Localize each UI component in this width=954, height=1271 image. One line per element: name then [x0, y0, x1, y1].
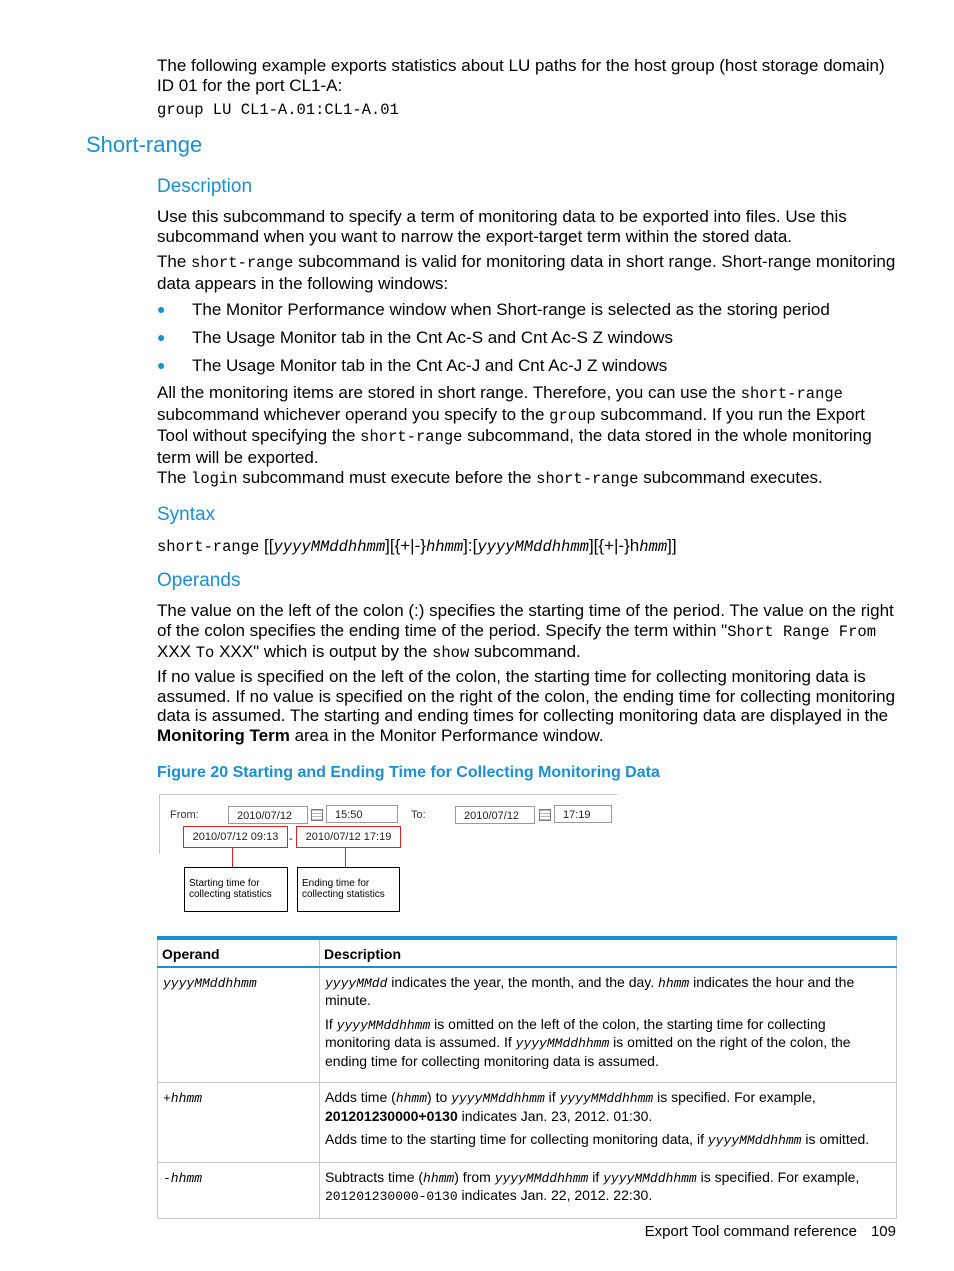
figure-border-top [159, 794, 617, 795]
description-cell: yyyyMMdd indicates the year, the month, and the day. hhmm indicates the hour and the minute. If yyyyMMddhhmm is omitted on the left of the colon, the starting time for collecting monitoring data is assumed. If yyyyMMddhhmm is omitted on the right of the colon, the ending time for collecting monitoring data is assumed. [320, 967, 897, 1083]
start-connector-line [232, 848, 233, 868]
page-footer [645, 1222, 896, 1242]
intro-code-example: group LU CL1-A.01:CL1-A.01 [157, 101, 399, 119]
end-time-callout: Ending time for collecting statistics [297, 867, 400, 912]
timestamp-separator: - [289, 833, 293, 845]
bullet-icon: ● [157, 301, 166, 317]
table-row [158, 1083, 897, 1163]
operands-paragraph-2: If no value is specified on the left of the colon, the starting time for collecting monitoring data is assumed. If no value is specified on the right of the colon, the ending time for collecting monitoring data is assumed. The starting and ending times for collecting monitoring data are displayed in the Monitoring Term area in the Monitor Performance window. [157, 667, 896, 745]
description-cell: Subtracts time (hhmm) from yyyyMMddhhmm if yyyyMMddhhmm is specified. For example, 201201230000-0130 indicates Jan. 22, 2012. 22:30. [320, 1162, 897, 1218]
figure-caption: Figure 20 Starting and Ending Time for Collecting Monitoring Data [157, 764, 660, 781]
description-cell: Adds time (hhmm) to yyyyMMddhhmm if yyyyMMddhhmm is specified. For example, 201201230000+0130 indicates Jan. 23, 2012. 01:30. Adds time to the starting time for collecting monitoring data, if yyyyMMddhhmm is omitted. [320, 1083, 897, 1163]
operand-cell: yyyyMMddhhmm [158, 967, 320, 1083]
calendar-icon [311, 809, 323, 821]
to-time-field: 17:19 [554, 805, 612, 823]
end-timestamp: 2010/07/12 17:19 [296, 826, 401, 848]
table-header-operand: Operand [158, 938, 320, 967]
footer-title: Export Tool command reference [644, 1223, 857, 1240]
table-row [158, 1162, 897, 1218]
description-paragraph-3: All the monitoring items are stored in short range. Therefore, you can use the short-range subcommand whichever operand you specify to the group subcommand. If you run the Export Tool without specifying the short-range subcommand, the data stored in the whole monitoring term will be exported. [157, 383, 872, 467]
operands-heading: Operands [157, 570, 241, 591]
description-heading: Description [157, 176, 253, 197]
start-timestamp: 2010/07/12 09:13 [183, 826, 288, 848]
to-date-field: 2010/07/12 [455, 806, 535, 824]
calendar-icon [539, 809, 551, 821]
description-paragraph-1: Use this subcommand to specify a term of monitoring data to be exported into files. Use this subcommand when you want to narrow the export-target term within the stored data. [157, 207, 847, 246]
end-connector-line [345, 848, 346, 868]
figure-border-left [159, 794, 160, 854]
syntax-line: short-range [[yyyyMMddhhmm][{+|-}hhmm]:[yyyyMMddhhmm][{+|-}hhmm]] [157, 536, 677, 556]
operand-table [157, 936, 897, 1219]
to-label: To: [411, 809, 426, 821]
monitoring-term-figure [159, 794, 619, 914]
page-number: 109 [870, 1223, 896, 1240]
from-date-field: 2010/07/12 [228, 806, 308, 824]
operand-cell: -hhmm [158, 1162, 320, 1218]
section-title: Short-range [86, 132, 203, 157]
description-paragraph-4: The login subcommand must execute before the short-range subcommand executes. [157, 468, 823, 488]
bullet-icon: ● [157, 357, 166, 373]
bullet-icon: ● [157, 329, 166, 345]
from-time-field: 15:50 [326, 805, 398, 823]
description-paragraph-2: The short-range subcommand is valid for monitoring data in short range. Short-range monitoring data appears in the following windows: [157, 252, 896, 293]
table-header-description: Description [320, 938, 897, 967]
syntax-heading: Syntax [157, 504, 216, 525]
from-label: From: [170, 809, 199, 821]
operands-paragraph-1: The value on the left of the colon (:) specifies the starting time of the period. The value on the right of the colon specifies the ending time of the period. Specify the term within "Short Range From XXX To XXX" which is output by the show subcommand. [157, 601, 894, 662]
table-row [158, 967, 897, 1083]
start-time-callout: Starting time for collecting statistics [184, 867, 288, 912]
operand-cell: +hhmm [158, 1083, 320, 1163]
intro-paragraph: The following example exports statistics about LU paths for the host group (host storage domain) ID 01 for the port CL1-A: [157, 56, 885, 95]
